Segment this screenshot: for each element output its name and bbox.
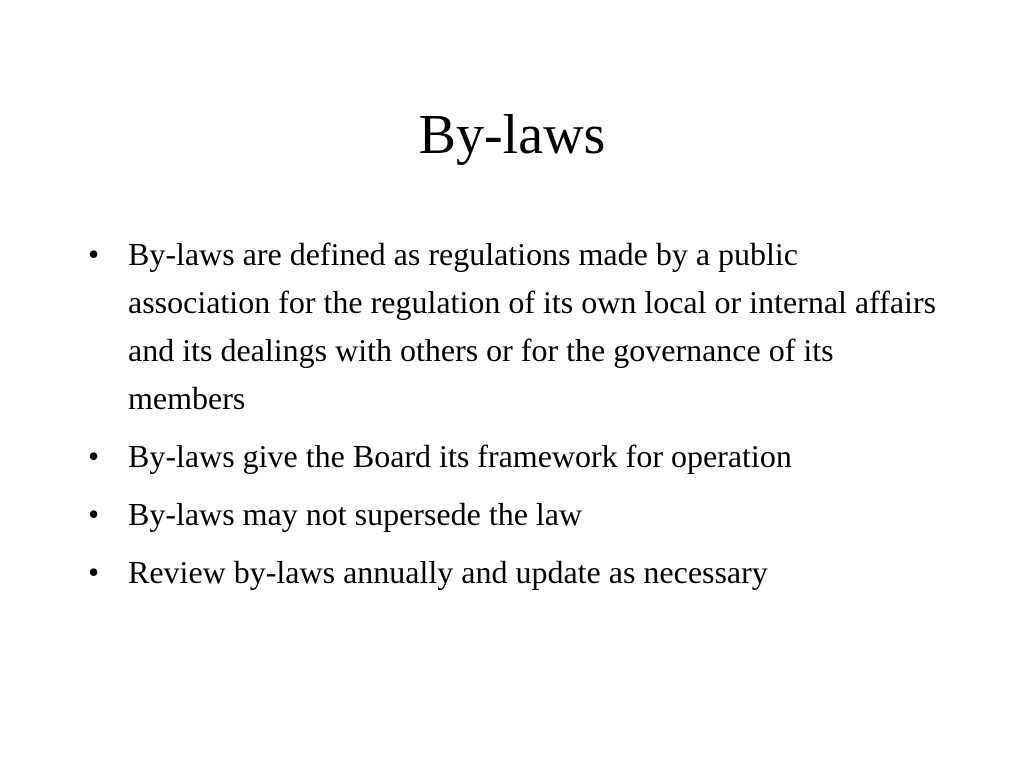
slide-title: By-laws (418, 104, 606, 166)
bullet-item (86, 490, 946, 538)
bullet-text-law: By-laws may not supersede the law (128, 496, 583, 532)
bullet-dot-icon: • (88, 496, 100, 532)
bullet-dot-icon: • (88, 236, 100, 272)
bullet-text-definition: By-laws are defined as regulations made by a public association for the regulation of its own local or internal affairs and its dealings with others or for the governance of its members (128, 236, 937, 416)
bullet-text-framework: By-laws give the Board its framework for operation (128, 438, 792, 474)
bullet-item (86, 432, 946, 480)
bullet-text-review: Review by-laws annually and update as necessary (128, 554, 768, 590)
bullet-dot-icon: • (88, 554, 100, 590)
bullet-item (86, 230, 946, 422)
bullet-item (86, 548, 946, 596)
bullet-dot-icon: • (88, 438, 100, 474)
bullet-list (86, 230, 946, 606)
